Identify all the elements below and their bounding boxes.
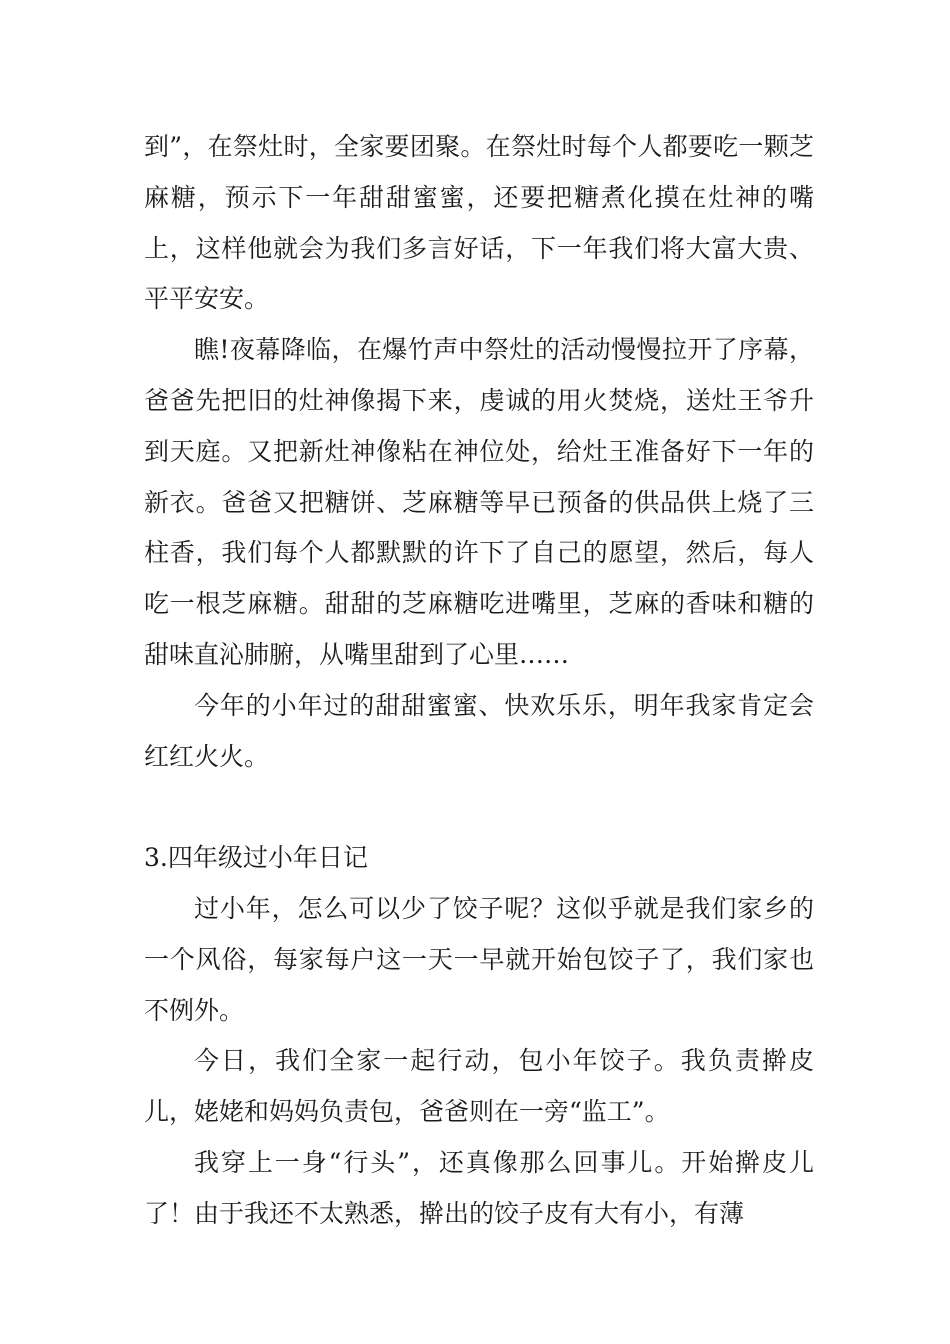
paragraph-6: 我穿上一身“行头”，还真像那么回事儿。开始擀皮儿了！由于我还不太熟悉，擀出的饺子皮有大有小，有薄	[144, 1147, 814, 1228]
section-heading: 3.四年级过小年日记	[144, 843, 368, 873]
section-spacer	[144, 782, 814, 833]
paragraph-3: 今年的小年过的甜甜蜜蜜、快欢乐乐，明年我家肯定会红红火火。	[144, 690, 814, 771]
paragraph-4: 过小年，怎么可以少了饺子呢？这似乎就是我们家乡的一个风俗，每家每户这一天一早就开始包饺子了，我们家也不例外。	[144, 893, 814, 1025]
paragraph-1: 到”，在祭灶时，全家要团聚。在祭灶时每个人都要吃一颗芝麻糖，预示下一年甜甜蜜蜜，还要把糖煮化摸在灶神的嘴上，这样他就会为我们多言好话，下一年我们将大富大贵、平平安安。	[144, 132, 814, 314]
paragraph-5: 今日，我们全家一起行动，包小年饺子。我负责擀皮儿，姥姥和妈妈负责包，爸爸则在一旁“监工”。	[144, 1046, 814, 1127]
paragraph-2: 瞧!夜幕降临，在爆竹声中祭灶的活动慢慢拉开了序幕，爸爸先把旧的灶神像揭下来，虔诚的用火焚烧，送灶王爷升到天庭。又把新灶神像粘在神位处，给灶王准备好下一年的新衣。爸爸又把糖饼、芝麻糖等早已预备的供品供上烧了三柱香，我们每个人都默默的许下了自己的愿望，然后，每人吃一根芝麻糖。甜甜的芝麻糖吃进嘴里，芝麻的香味和糖的甜味直沁肺腑，从嘴里甜到了心里……	[144, 335, 814, 669]
document-body	[144, 122, 814, 1240]
